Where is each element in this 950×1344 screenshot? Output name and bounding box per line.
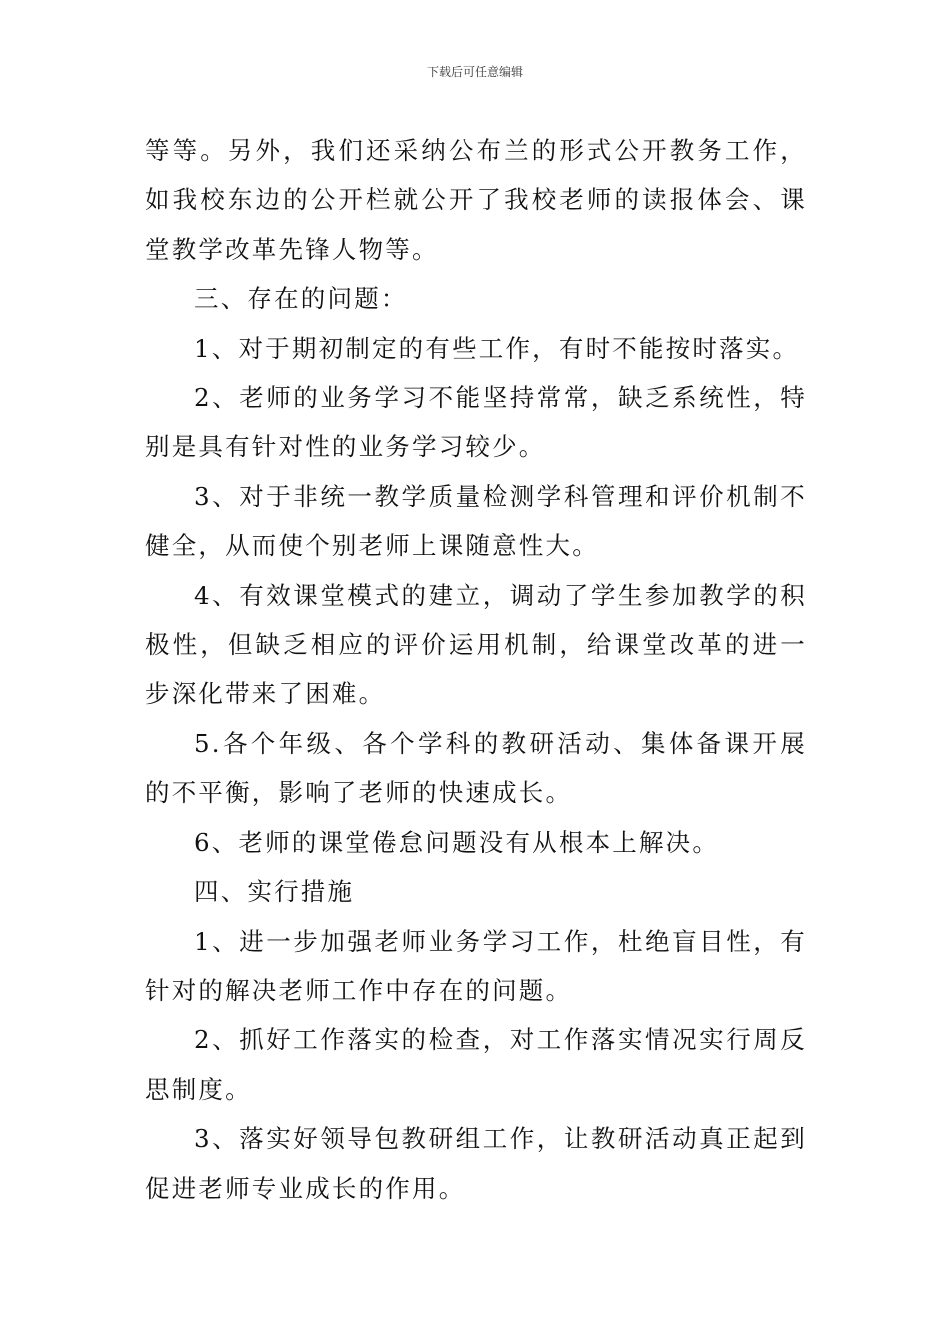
problem-item-5: 5.各个年级、各个学科的教研活动、集体备课开展的不平衡，影响了老师的快速成长。 [145, 728, 807, 808]
page-header-note: 下载后可任意编辑 [426, 65, 523, 79]
measure-item-3: 3、落实好领导包教研组工作，让教研活动真正起到促进老师专业成长的作用。 [145, 1124, 807, 1203]
paragraph-continuation: 等等。另外，我们还采纳公布兰的形式公开教务工作，如我校东边的公开栏就公开了我校老师的读报体会、课堂教学改革先锋人物等。 [145, 136, 807, 264]
measure-item-1: 1、进一步加强老师业务学习工作，杜绝盲目性，有针对的解决老师工作中存在的问题。 [145, 926, 807, 1005]
problem-item-4: 4、有效课堂模式的建立，调动了学生参加教学的积极性，但缺乏相应的评价运用机制，给课堂改革的进一步深化带来了困难。 [145, 580, 807, 709]
section-heading-measures: 四、实行措施 [194, 877, 355, 907]
section-heading-problems: 三、存在的问题： [194, 284, 408, 314]
measure-item-2: 2、抓好工作落实的检查，对工作落实情况实行周反思制度。 [145, 1025, 807, 1104]
problem-item-6: 6、老师的课堂倦怠问题没有从根本上解决。 [194, 827, 720, 857]
document-body [145, 126, 807, 1213]
problem-item-3: 3、对于非统一教学质量检测学科管理和评价机制不健全，从而使个别老师上课随意性大。 [145, 481, 807, 561]
problem-item-2: 2、老师的业务学习不能坚持常常，缺乏系统性，特别是具有针对性的业务学习较少。 [145, 383, 807, 462]
problem-item-1: 1、对于期初制定的有些工作，有时不能按时落实。 [194, 333, 800, 363]
